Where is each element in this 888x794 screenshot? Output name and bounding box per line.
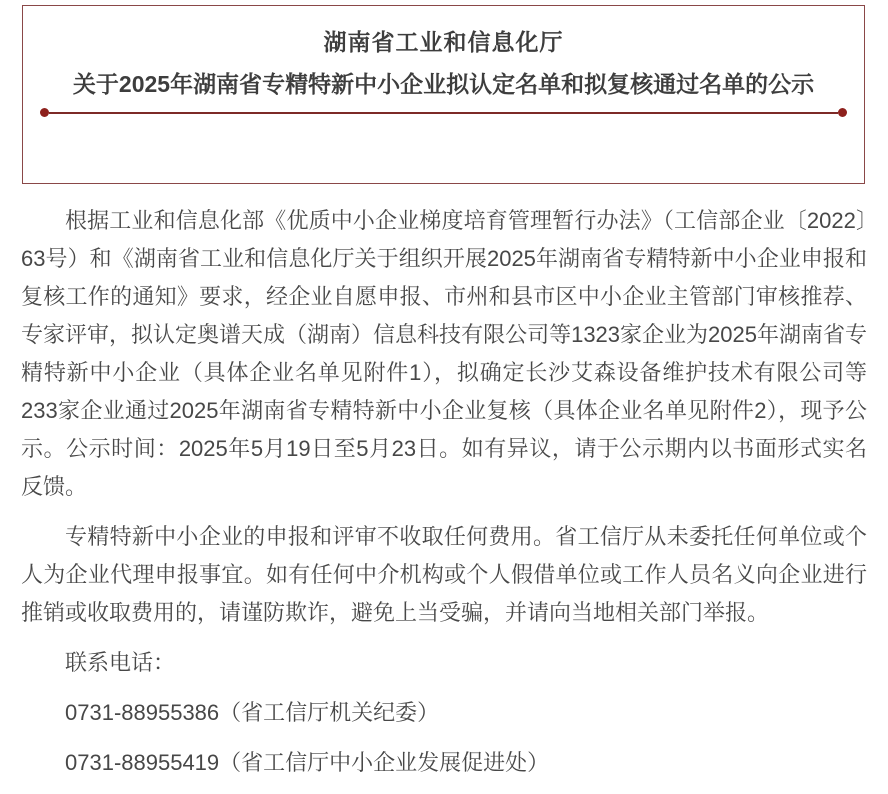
divider-dot-right xyxy=(838,108,847,117)
contact-label: 联系电话： xyxy=(65,650,176,675)
notice-header-box xyxy=(22,5,865,184)
title-divider xyxy=(40,108,847,117)
notice-body xyxy=(21,202,867,782)
org-name: 湖南省工业和信息化厅 xyxy=(323,29,564,55)
paragraph-main: 根据工业和信息化部《优质中小企业梯度培育管理暂行办法》（工信部企业〔2022〕63号）和《湖南省工业和信息化厅关于组织开展2025年湖南省专精特新中小企业申报和复核工作的通知》要求，经企业自愿申报、市州和县市区中小企业主管部门审核推荐、专家评审，拟认定奥谱天成（湖南）信息科技有限公司等1323家企业为2025年湖南省专精特新中小企业（具体企业名单见附件1），拟确定长沙艾森设备维护技术有限公司等233家企业通过2025年湖南省专精特新中小企业复核（具体企业名单见附件2），现予公示。公示时间：2025年5月19日至5月23日。如有异议，请于公示期内以书面形式实名反馈。 xyxy=(21,208,867,499)
divider-dot-left xyxy=(40,108,49,117)
phone-line-2: 0731-88955419（省工信厅中小企业发展促进处） xyxy=(65,750,550,775)
paragraph-disclaimer: 专精特新中小企业的申报和评审不收取任何费用。省工信厅从未委托任何单位或个人为企业代理申报事宜。如有任何中介机构或个人假借单位或工作人员名义向企业进行推销或收取费用的，请谨防欺诈，避免上当受骗，并请向当地相关部门举报。 xyxy=(21,524,867,625)
notice-title: 关于2025年湖南省专精特新中小企业拟认定名单和拟复核通过名单的公示 xyxy=(72,71,815,97)
divider-line xyxy=(49,112,838,114)
notice-page xyxy=(0,5,888,794)
phone-line-1: 0731-88955386（省工信厅机关纪委） xyxy=(65,700,440,725)
